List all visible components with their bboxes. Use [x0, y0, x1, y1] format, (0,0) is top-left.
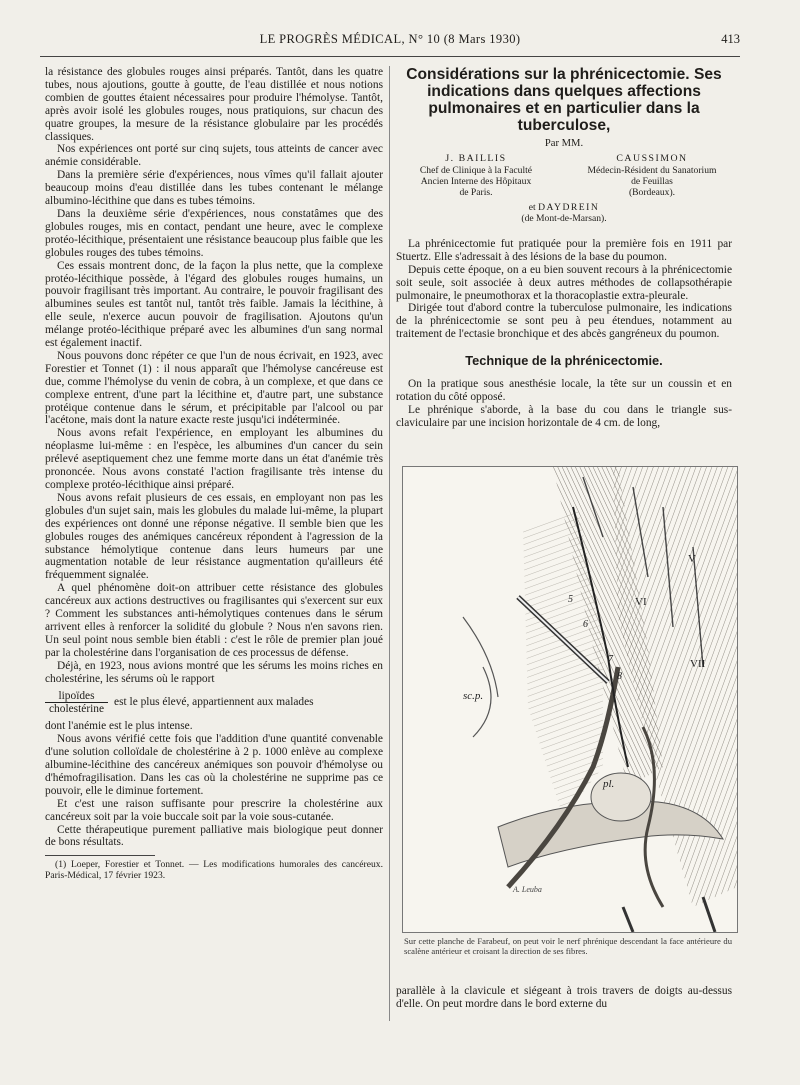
fraction-numerator: lipoïdes: [45, 690, 108, 704]
footnote: (1) Loeper, Forestier et Tonnet. — Les modifications humorales des cancéreux. Paris-Médical, 17 février 1923.: [45, 859, 383, 882]
figure-label-7: 7: [608, 654, 613, 665]
paragraph: Dans la deuxième série d'expériences, nous constatâmes que des globules rouges, mis en contact, pendant une heure, avec le complexe protéo-lécithique, présentaient une résistance beaucoup plus faible que les globules rouges des tubes témoins.: [45, 207, 383, 259]
author-name: J. BAILLIS: [445, 152, 507, 164]
engraver-signature: A. Leuba: [513, 885, 542, 894]
paragraph: Dirigée tout d'abord contre la tuberculose pulmonaire, les indications de la phrénicectomie se sont peu à peu étendues, notamment au traitement de l'ectasie bronchique et des abcès gangréneux du poumon.: [396, 302, 732, 341]
section-heading: Technique de la phrénicectomie.: [465, 353, 663, 369]
ratio-fraction: [45, 688, 383, 719]
author-affiliation: de Feuillas: [631, 175, 673, 187]
footnote-rule: [45, 855, 155, 856]
left-column: [45, 66, 383, 881]
figure-caption: Sur cette planche de Farabeuf, on peut voir le nerf phrénique descendant la face antérieure du scalène antérieur et croisant la direction de ses fibres.: [404, 936, 732, 956]
author-conjunction: et: [528, 201, 536, 213]
paragraph: Nous avons vérifié cette fois que l'addition d'une quantité convenable d'une solution colloïdale de cholestérine à 2 p. 1000 enlève au complexe albumine-lécithine des cancéreux anémiques son pouvoir d'hémolyse ou d'hémofragilisation. Dans les cas où la cholestérine ne supprime pas ce pouvoir, elle le diminue fortement.: [45, 733, 383, 797]
author-name: CAUSSIMON: [616, 152, 688, 164]
figure-label-5: 5: [568, 594, 573, 605]
paragraph: Dans la première série d'expériences, nous vîmes qu'il fallait ajouter beaucoup moins d'eau distillée dans les tubes contenant le mélange albumino-lécithine que dans es tubes témoins.: [45, 169, 383, 208]
author-caussimon: [572, 153, 732, 198]
paragraph: la résistance des globules rouges ainsi préparés. Tantôt, dans les quatre tubes, nous ajoutions, goutte à goutte, de l'eau distillée et nous notions combien de gouttes étaient nécessaires pour produire l'hémolyse. Tantôt, après avoir isolé les globules rouges, nous pratiquions, sur chacun des quatre groupes, la mesure de la résistance globulaire par les procédés classiques.: [45, 66, 383, 143]
column-divider: [389, 66, 390, 1021]
anatomy-illustration: [403, 467, 737, 932]
paragraph: Et c'est une raison suffisante pour prescrire la cholestérine aux cancéreux soit par la voie buccale soit par la voie sous-cutanée.: [45, 797, 383, 823]
author-name: DAYDREIN: [538, 201, 600, 213]
fraction: [45, 690, 108, 717]
running-header: [40, 30, 740, 57]
author-affiliation: (de Mont-de-Marsan).: [521, 212, 607, 224]
paragraph: Déjà, en 1923, nous avions montré que les sérums les moins riches en cholestérine, les sérums où le rapport: [45, 659, 383, 685]
author-affiliation: de Paris.: [459, 186, 493, 198]
paragraph: On la pratique sous anesthésie locale, la tête sur un coussin et en rotation du côté opposé.: [396, 378, 732, 403]
author-affiliation: Ancien Interne des Hôpitaux: [420, 175, 532, 187]
journal-title: LE PROGRÈS MÉDICAL, N° 10 (8 Mars 1930): [259, 32, 521, 46]
continued-text: [396, 985, 732, 1011]
fraction-continuation: est le plus élevé, appartiennent aux malades: [114, 696, 314, 709]
author-affiliation: Chef de Clinique à la Faculté: [419, 164, 533, 176]
paragraph: dont l'anémie est le plus intense.: [45, 720, 193, 733]
paragraph: Nous avons refait l'expérience, en employant les albumines du néoplasme lui-même : en l'espèce, les albumines d'un cancer du sein prélevé aseptiquement chez une femme morte dans un état d'anémie très prononcée. Nous avons constaté l'action fragilisante très intense du complexe protéo-lécithique ainsi préparé.: [45, 427, 383, 491]
fraction-denominator: cholestérine: [49, 703, 105, 716]
figure-label-vii: VII: [690, 658, 706, 670]
right-column: [396, 66, 732, 430]
author-affiliation: (Bordeaux).: [628, 186, 676, 198]
page-number: 413: [721, 32, 740, 46]
paragraph: Le phrénique s'aborde, à la base du cou dans le triangle sus-claviculaire par une incision horizontale de 4 cm. de long,: [396, 403, 732, 429]
paragraph: A quel phénomène doit-on attribuer cette résistance des globules cancéreux aux actions destructives ou fragilisantes qui s'exercent sur eux ? Comment les substances anti-hémolytiques contenues dans le sérum arrivent elles à renforcer la solidité du globule ? Nous n'en savons rien. Un seul point nous semble bien établi : c'est le rôle de premier plan joué par la cholestérine dans l'organisation de ces processus de défense.: [45, 582, 383, 659]
paragraph: Nous pouvons donc répéter ce que l'un de nous écrivait, en 1923, avec Forestier et Tonnet (1) : il nous apparaît que l'hémolyse cancéreuse est due, comme l'hémolyse du venin de cobra, à un complexe, et que dans ce complexe entrent, d'une part la lécithine et, d'autre part, une substance protéique contenue dans le sérum, et précipitable par l'alcool ou par l'acétone, mais dont la nature exacte reste jusqu'ici indéterminée.: [45, 349, 383, 427]
paragraph: Ces essais montrent donc, de la façon la plus nette, que la complexe protéo-lécithique possède, à l'égard des globules rouges humains, un pouvoir fragilisant très important. Au contraire, le pouvoir fragilisant des albumines seules est tantôt nul, tantôt très faible. Jamais la lécithine, à elle seule, n'exerce aucun pouvoir de fragilisation. Ajoutons qu'un mélange protéo-lécithique préparé avec les albumines d'un sang normal est également inactif.: [45, 259, 383, 350]
figure-label-6: 6: [583, 619, 588, 630]
figure-label-scp: sc.p.: [463, 690, 484, 702]
paragraph: parallèle à la clavicule et siégeant à trois travers de doigts au-dessus d'elle. On peut mordre dans le bord externe du: [396, 985, 732, 1010]
anatomical-figure: [402, 466, 738, 933]
paragraph: Depuis cette époque, on a eu bien souvent recours à la phrénicectomie soit seule, soit associée à deux autres méthodes de collapsothérapie pulmonaire, le pneumothorax et la thoracoplastie extra-pleurale.: [396, 263, 732, 302]
paragraph: La phrénicectomie fut pratiquée pour la première fois en 1911 par Stuertz. Elle s'adressait à des lésions de la base du poumon.: [396, 237, 732, 263]
figure-label-vi: VI: [635, 596, 647, 608]
author-affiliation: Médecin-Résident du Sanatorium: [587, 164, 717, 176]
byline-intro: Par MM.: [544, 138, 584, 149]
author-baillis: [396, 153, 556, 198]
figure-label-8: 8: [617, 671, 622, 682]
author-list: [396, 153, 732, 198]
paragraph: Nos expériences ont porté sur cinq sujets, tous atteints de cancer avec anémie considérable.: [45, 143, 383, 169]
paragraph: Nous avons refait plusieurs de ces essais, en employant non pas les globules d'un sujet sain, mais les globules du malade lui-même, la plupart des expériences ont donné une réponse négative. Il semble bien que les globules rouges des anémiques cancéreux répondent à l'agression de la substance hémolytique contenue dans leurs humeurs par une augmentation notable de leur résistance augmentation qu'ailleurs été fréquemment signalée.: [45, 491, 383, 582]
figure-label-v: V: [688, 553, 696, 565]
figure-label-pl: pl.: [603, 778, 615, 790]
article-title: Considérations sur la phrénicectomie. Ses indications dans quelques affections pulmonaires et en particulier dans la tuberculose,: [406, 66, 722, 134]
paragraph: Cette thérapeutique purement palliative mais biologique peut donner de bons résultats.: [45, 823, 383, 849]
author-daydrein: [396, 202, 732, 224]
